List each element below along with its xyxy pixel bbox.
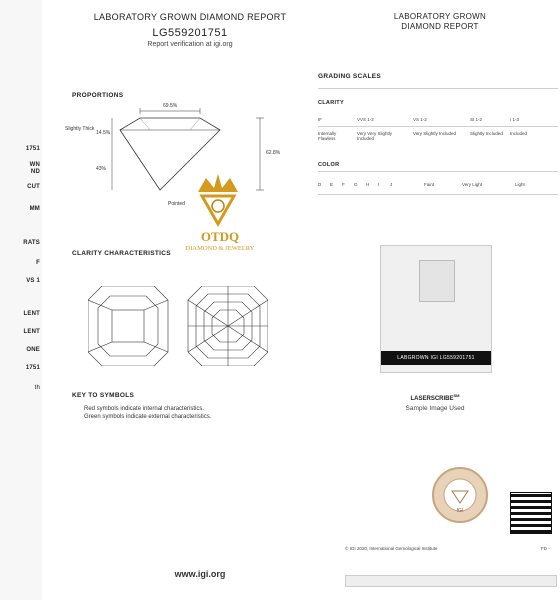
color-grade-i: I	[378, 182, 380, 187]
color-bottom-rule	[318, 194, 558, 195]
table-percent-label: 69.5%	[163, 103, 178, 109]
diamond-sample-image	[380, 245, 492, 373]
copyright-text: © IGI 2020, International Gemological Institute	[345, 546, 438, 551]
pavilion-percent-label: 43%	[96, 166, 107, 172]
clarity-desc-if: Internally Flawless	[318, 131, 337, 141]
sample-caption: Sample Image Used	[405, 405, 465, 412]
depth-percent-label: 62.8%	[266, 150, 281, 156]
proportions-heading: PROPORTIONS	[72, 92, 124, 99]
color-grade-g: G	[354, 182, 358, 187]
watermark-subtitle: DIAMOND & JEWELRY	[185, 245, 255, 252]
color-desc-faint: Faint	[424, 182, 435, 187]
color-grade-f: F	[342, 182, 345, 187]
clarity-desc-si: Slightly Included	[470, 131, 503, 136]
left-text: th	[34, 385, 40, 391]
fd-code: FD -	[541, 546, 550, 551]
right-title-line2: DIAMOND REPORT	[401, 22, 479, 31]
clarity-mid-rule	[318, 126, 558, 127]
color-desc-very-light: Very Light	[462, 182, 483, 187]
igi-seal-icon	[430, 465, 490, 525]
color-grade-j: J	[390, 182, 393, 187]
left-text: ND	[30, 169, 40, 175]
left-text: RATS	[23, 240, 40, 246]
key-red-note: Red symbols indicate internal characteristics.	[84, 406, 205, 412]
left-text: LENT	[23, 329, 40, 335]
color-grade-h: H	[366, 182, 370, 187]
girdle-label: Slightly Thick	[65, 126, 95, 132]
clarity-desc-i: Included	[510, 131, 528, 136]
watermark-brand: OTDQ	[200, 229, 240, 244]
clarity-grade-vvs: VVS 1-2	[357, 117, 374, 122]
proportions-diagram	[60, 108, 290, 208]
clarity-grade-if: IF	[318, 117, 322, 122]
left-text: ONE	[26, 347, 40, 353]
clarity-grade-vs: VS 1-2	[413, 117, 427, 122]
clarity-desc-vvs: Very Very Slightly Included	[357, 131, 393, 141]
left-text: VS 1	[26, 278, 40, 284]
crown-percent-label: 14.5%	[96, 130, 111, 136]
key-symbols-heading: KEY TO SYMBOLS	[72, 392, 135, 399]
laser-inscription-band: LABGROWN IGI LG559201751	[381, 351, 491, 365]
diamond-stone	[419, 260, 455, 302]
security-features-bar	[345, 575, 557, 587]
verification-text: Report verification at igi.org	[147, 41, 233, 48]
color-top-rule	[318, 171, 558, 172]
clarity-desc-vs: Very Slightly Included	[413, 131, 457, 136]
left-text: 1751	[25, 146, 40, 152]
left-text: 1751	[25, 365, 40, 371]
color-grade-e: E	[330, 182, 334, 187]
clarity-scale-label: CLARITY	[318, 100, 344, 106]
clarity-grade-i: I 1-3	[510, 117, 520, 122]
clarity-grade-si: SI 1-2	[470, 117, 483, 122]
laserscribe-label: LASERSCRIBE℠	[410, 393, 460, 402]
left-text: F	[36, 260, 40, 266]
crown-logo-icon	[188, 170, 248, 230]
report-number: LG559201751	[152, 27, 228, 39]
website-link[interactable]: www.igi.org	[174, 569, 226, 579]
grading-top-rule	[318, 88, 558, 89]
left-text: WN	[29, 162, 40, 168]
qr-code[interactable]	[510, 492, 552, 534]
left-text: LENT	[23, 311, 40, 317]
svg-text:IGI: IGI	[456, 508, 464, 514]
clarity-plot-diagram	[88, 286, 268, 366]
clarity-characteristics-heading: CLARITY CHARACTERISTICS	[72, 250, 171, 257]
culet-label: Pointed	[168, 201, 185, 207]
color-grade-d: D	[318, 182, 322, 187]
report-title: LABORATORY GROWN DIAMOND REPORT	[93, 12, 287, 22]
left-text: CUT	[27, 184, 40, 190]
color-scale-label: COLOR	[318, 162, 340, 168]
left-partial-column	[0, 0, 42, 600]
left-text: MM	[29, 206, 40, 212]
right-title-line1: LABORATORY GROWN	[393, 12, 487, 21]
key-green-note: Green symbols indicate external characteristics.	[84, 414, 212, 420]
grading-scales-heading: GRADING SCALES	[318, 73, 382, 80]
color-desc-light: Light	[515, 182, 525, 187]
